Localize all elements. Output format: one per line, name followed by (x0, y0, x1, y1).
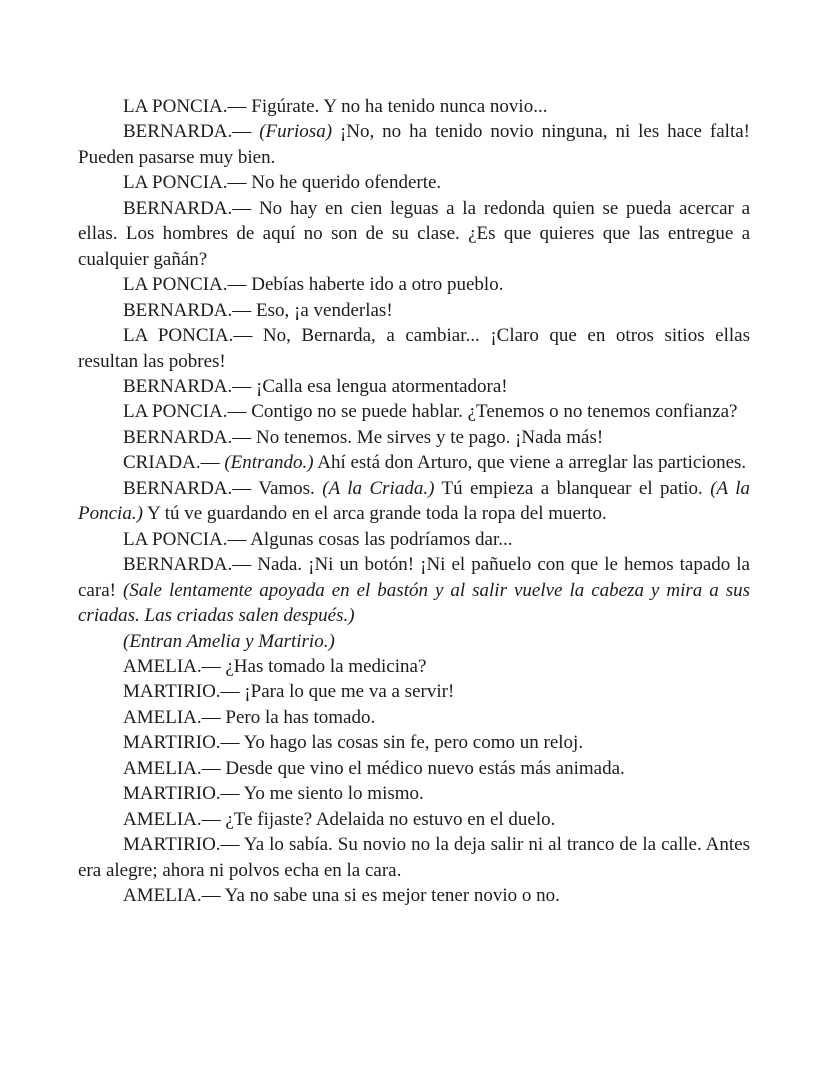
dialogue-paragraph (78, 323, 750, 374)
stage-direction-text: (A la Poncia.) (78, 477, 751, 525)
dialogue-text: MARTIRIO.— Yo hago las cosas sin fe, pero como un reloj. (123, 732, 584, 754)
dialogue-text: AMELIA.— ¿Te fijaste? Adelaida no estuvo en el duelo. (123, 808, 556, 830)
dialogue-text: BERNARDA.— Vamos. (123, 477, 323, 499)
dialogue-text: AMELIA.— Desde que vino el médico nuevo estás más animada. (123, 757, 625, 779)
dialogue-paragraph (78, 832, 750, 883)
dialogue-paragraph (78, 730, 750, 755)
page-text (78, 94, 750, 909)
stage-direction-text: (Entran Amelia y Martirio.) (123, 630, 335, 652)
dialogue-text: MARTIRIO.— Ya lo sabía. Su novio no la deja salir ni al tranco de la calle. Antes era alegre; ahora ni polvos echa en la cara. (78, 834, 750, 881)
dialogue-paragraph (78, 196, 750, 272)
dialogue-paragraph (78, 705, 750, 730)
dialogue-text: LA PONCIA.— No he querido ofenderte. (123, 172, 442, 194)
dialogue-text: LA PONCIA.— No, Bernarda, a cambiar... ¡Claro que en otros sitios ellas resultan las pobres! (78, 325, 750, 372)
dialogue-text: ¡No, no ha tenido novio ninguna, ni les hace falta! Pueden pasarse muy bien. (78, 121, 750, 168)
dialogue-paragraph (78, 807, 750, 832)
dialogue-text: BERNARDA.— ¡Calla esa lengua atormentadora! (123, 375, 508, 397)
dialogue-paragraph (78, 272, 750, 297)
stage-direction-paragraph (78, 629, 750, 654)
dialogue-paragraph (78, 94, 750, 119)
dialogue-paragraph (78, 679, 750, 704)
dialogue-text: Ahí está don Arturo, que viene a arreglar las particiones. (313, 452, 747, 474)
dialogue-text: LA PONCIA.— Contigo no se puede hablar. ¿Tenemos o no tenemos confianza? (123, 401, 738, 423)
dialogue-paragraph (78, 756, 750, 781)
dialogue-text: AMELIA.— ¿Has tomado la medicina? (123, 655, 427, 677)
dialogue-paragraph (78, 654, 750, 679)
dialogue-paragraph (78, 527, 750, 552)
dialogue-text: LA PONCIA.— Algunas cosas las podríamos dar... (123, 528, 513, 550)
dialogue-text: MARTIRIO.— Yo me siento lo mismo. (123, 783, 424, 805)
dialogue-paragraph (78, 552, 750, 628)
dialogue-text: BERNARDA.— (123, 121, 260, 143)
dialogue-paragraph (78, 374, 750, 399)
stage-direction-text: (Sale lentamente apoyada en el bastón y al salir vuelve la cabeza y mira a sus criadas. Las criadas salen después.) (78, 579, 750, 627)
dialogue-text: MARTIRIO.— ¡Para lo que me va a servir! (123, 681, 455, 703)
dialogue-paragraph (78, 119, 750, 170)
stage-direction-text: (Furiosa) (259, 121, 333, 143)
dialogue-paragraph (78, 476, 750, 527)
dialogue-paragraph (78, 450, 750, 475)
dialogue-text: LA PONCIA.— Debías haberte ido a otro pueblo. (123, 274, 504, 296)
dialogue-text: BERNARDA.— Eso, ¡a venderlas! (123, 299, 393, 321)
dialogue-paragraph (78, 170, 750, 195)
dialogue-paragraph (78, 399, 750, 424)
dialogue-text: Y tú ve guardando en el arca grande toda la ropa del muerto. (142, 503, 607, 525)
dialogue-paragraph (78, 883, 750, 908)
dialogue-text: BERNARDA.— No hay en cien leguas a la redonda quien se pueda acercar a ellas. Los hombres de aquí no son de su clase. ¿Es que quieres que las entregue a cualquier gañán? (78, 197, 750, 270)
dialogue-text: AMELIA.— Ya no sabe una si es mejor tener novio o no. (123, 885, 560, 907)
dialogue-text: BERNARDA.— Nada. ¡Ni un botón! ¡Ni el pañuelo con que le hemos tapado la cara! (78, 554, 750, 601)
dialogue-text: CRIADA.— (123, 452, 225, 474)
dialogue-text: AMELIA.— Pero la has tomado. (123, 706, 376, 728)
dialogue-text: Tú empieza a blanquear el patio. (434, 477, 711, 499)
dialogue-paragraph (78, 781, 750, 806)
dialogue-paragraph (78, 425, 750, 450)
stage-direction-text: (A la Criada.) (322, 477, 435, 499)
stage-direction-text: (Entrando.) (224, 452, 314, 474)
dialogue-text: BERNARDA.— No tenemos. Me sirves y te pago. ¡Nada más! (123, 426, 604, 448)
dialogue-paragraph (78, 298, 750, 323)
dialogue-text: LA PONCIA.— Figúrate. Y no ha tenido nunca novio... (123, 96, 548, 117)
